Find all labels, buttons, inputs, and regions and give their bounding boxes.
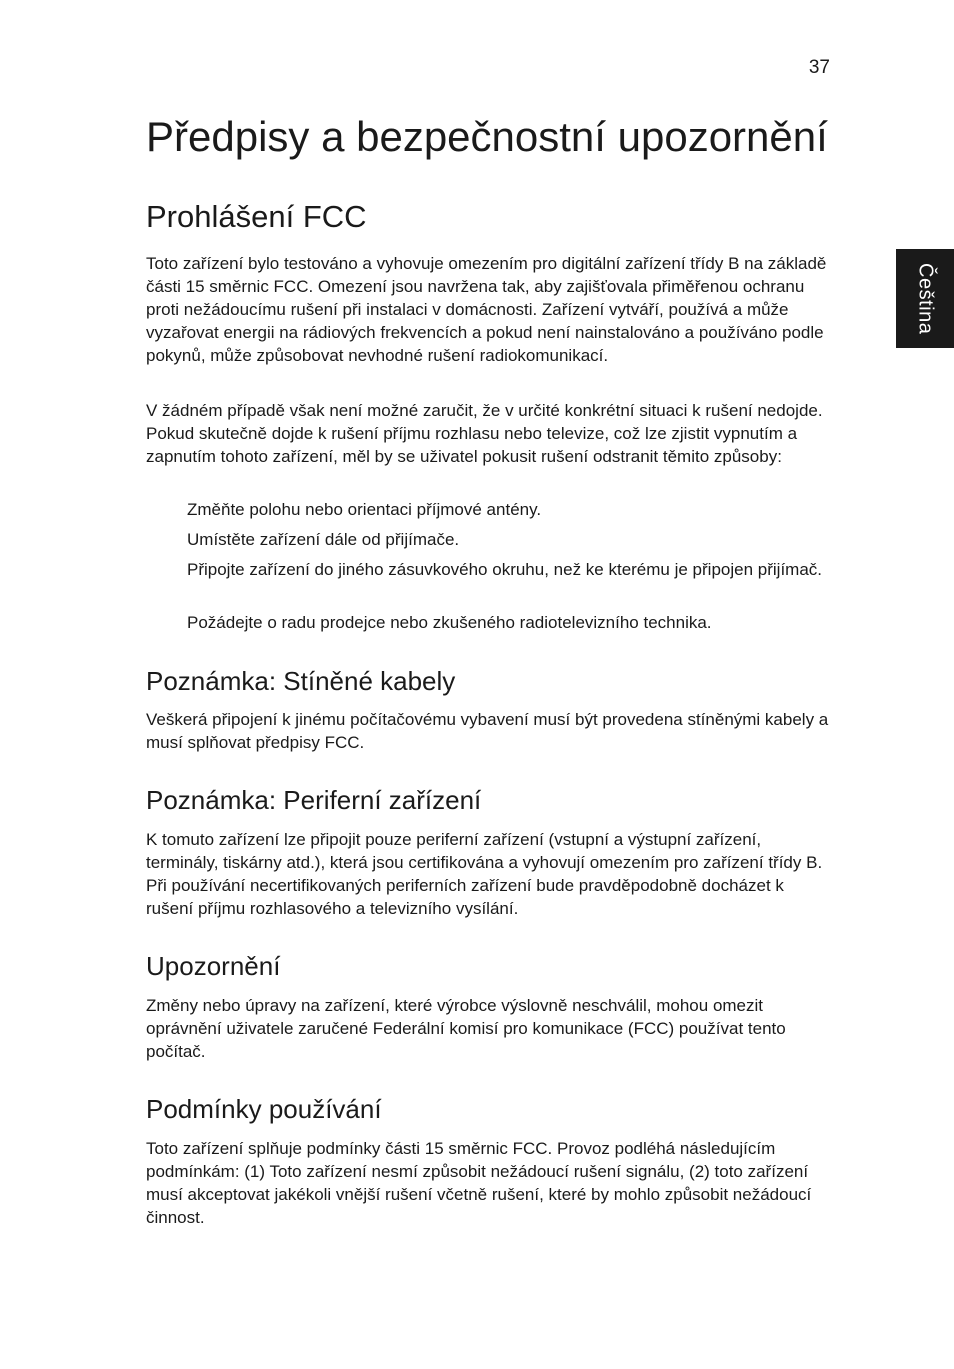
cables-text: Veškerá připojení k jinému počítačovému vybavení musí být provedena stíněnými kabely a musí splňovat předpisy FCC. (146, 710, 829, 752)
fcc-bullet-3: Připojte zařízení do jiného zásuvkového okruhu, než ke kterému je připojen přijímač. (187, 560, 823, 579)
fcc-paragraph-2: V žádném případě však není možné zaručit, že v určité konkrétní situaci k rušení nedojde. Pokud skutečně dojde k rušení příjmu rozhlasu nebo televize, což lze zjistit vypnutím a zapnutím tohoto zařízení, měl by se uživatel pokusit rušení odstranit těmito způsoby: (146, 401, 823, 466)
peripheral-text: K tomuto zařízení lze připojit pouze periferní zařízení (vstupní a výstupní zařízení, terminály, tiskárny atd.), která jsou certifikována a vyhovují omezením pro zařízení třídy B. Při používání necertifikovaných periferních zařízení bude pravděpodobně docházet k rušení příjmu rozhlasového a televizního vysílání. (146, 830, 823, 918)
language-tab-label: Čeština (914, 262, 937, 335)
caution-text: Změny nebo úpravy na zařízení, které výrobce výslovně neschválil, mohou omezit oprávnění uživatele zaručené Federální komisí pro komunikace (FCC) používat tento počítač. (146, 996, 786, 1061)
caution-heading: Upozornění (146, 951, 281, 981)
fcc-bullet-4: Požádejte o radu prodejce nebo zkušeného radiotelevizního technika. (187, 613, 712, 632)
language-tab (896, 249, 954, 348)
conditions-heading: Podmínky používání (146, 1094, 382, 1124)
fcc-bullet-1: Změňte polohu nebo orientaci příjmové antény. (187, 500, 542, 519)
fcc-bullet-2: Umístěte zařízení dále od přijímače. (187, 530, 460, 549)
fcc-heading: Prohlášení FCC (146, 199, 367, 234)
peripheral-heading: Poznámka: Periferní zařízení (146, 785, 482, 815)
fcc-paragraph-1: Toto zařízení bylo testováno a vyhovuje omezením pro digitální zařízení třídy B na základě části 15 směrnic FCC. Omezení jsou navržena tak, aby zajišťovala přiměřenou ochranu proti nežádoucímu rušení při instalaci v domácnosti. Zařízení vytváří, používá a může vyzařovat energii na rádiových frekvencích a pokud není nainstalováno a používáno podle pokynů, může způsobovat nevhodné rušení radiokomunikací. (146, 254, 827, 365)
page-title: Předpisy a bezpečnostní upozornění (146, 113, 828, 160)
page-number: 37 (808, 57, 830, 78)
conditions-text: Toto zařízení splňuje podmínky části 15 směrnic FCC. Provoz podléhá následujícím podmínkám: (1) Toto zařízení nesmí způsobit nežádoucí rušení signálu, (2) toto zařízení musí akceptovat jakékoli vnější rušení včetně rušení, které by mohlo způsobit nežádoucí činnost. (146, 1139, 812, 1227)
cables-heading: Poznámka: Stíněné kabely (146, 666, 456, 696)
